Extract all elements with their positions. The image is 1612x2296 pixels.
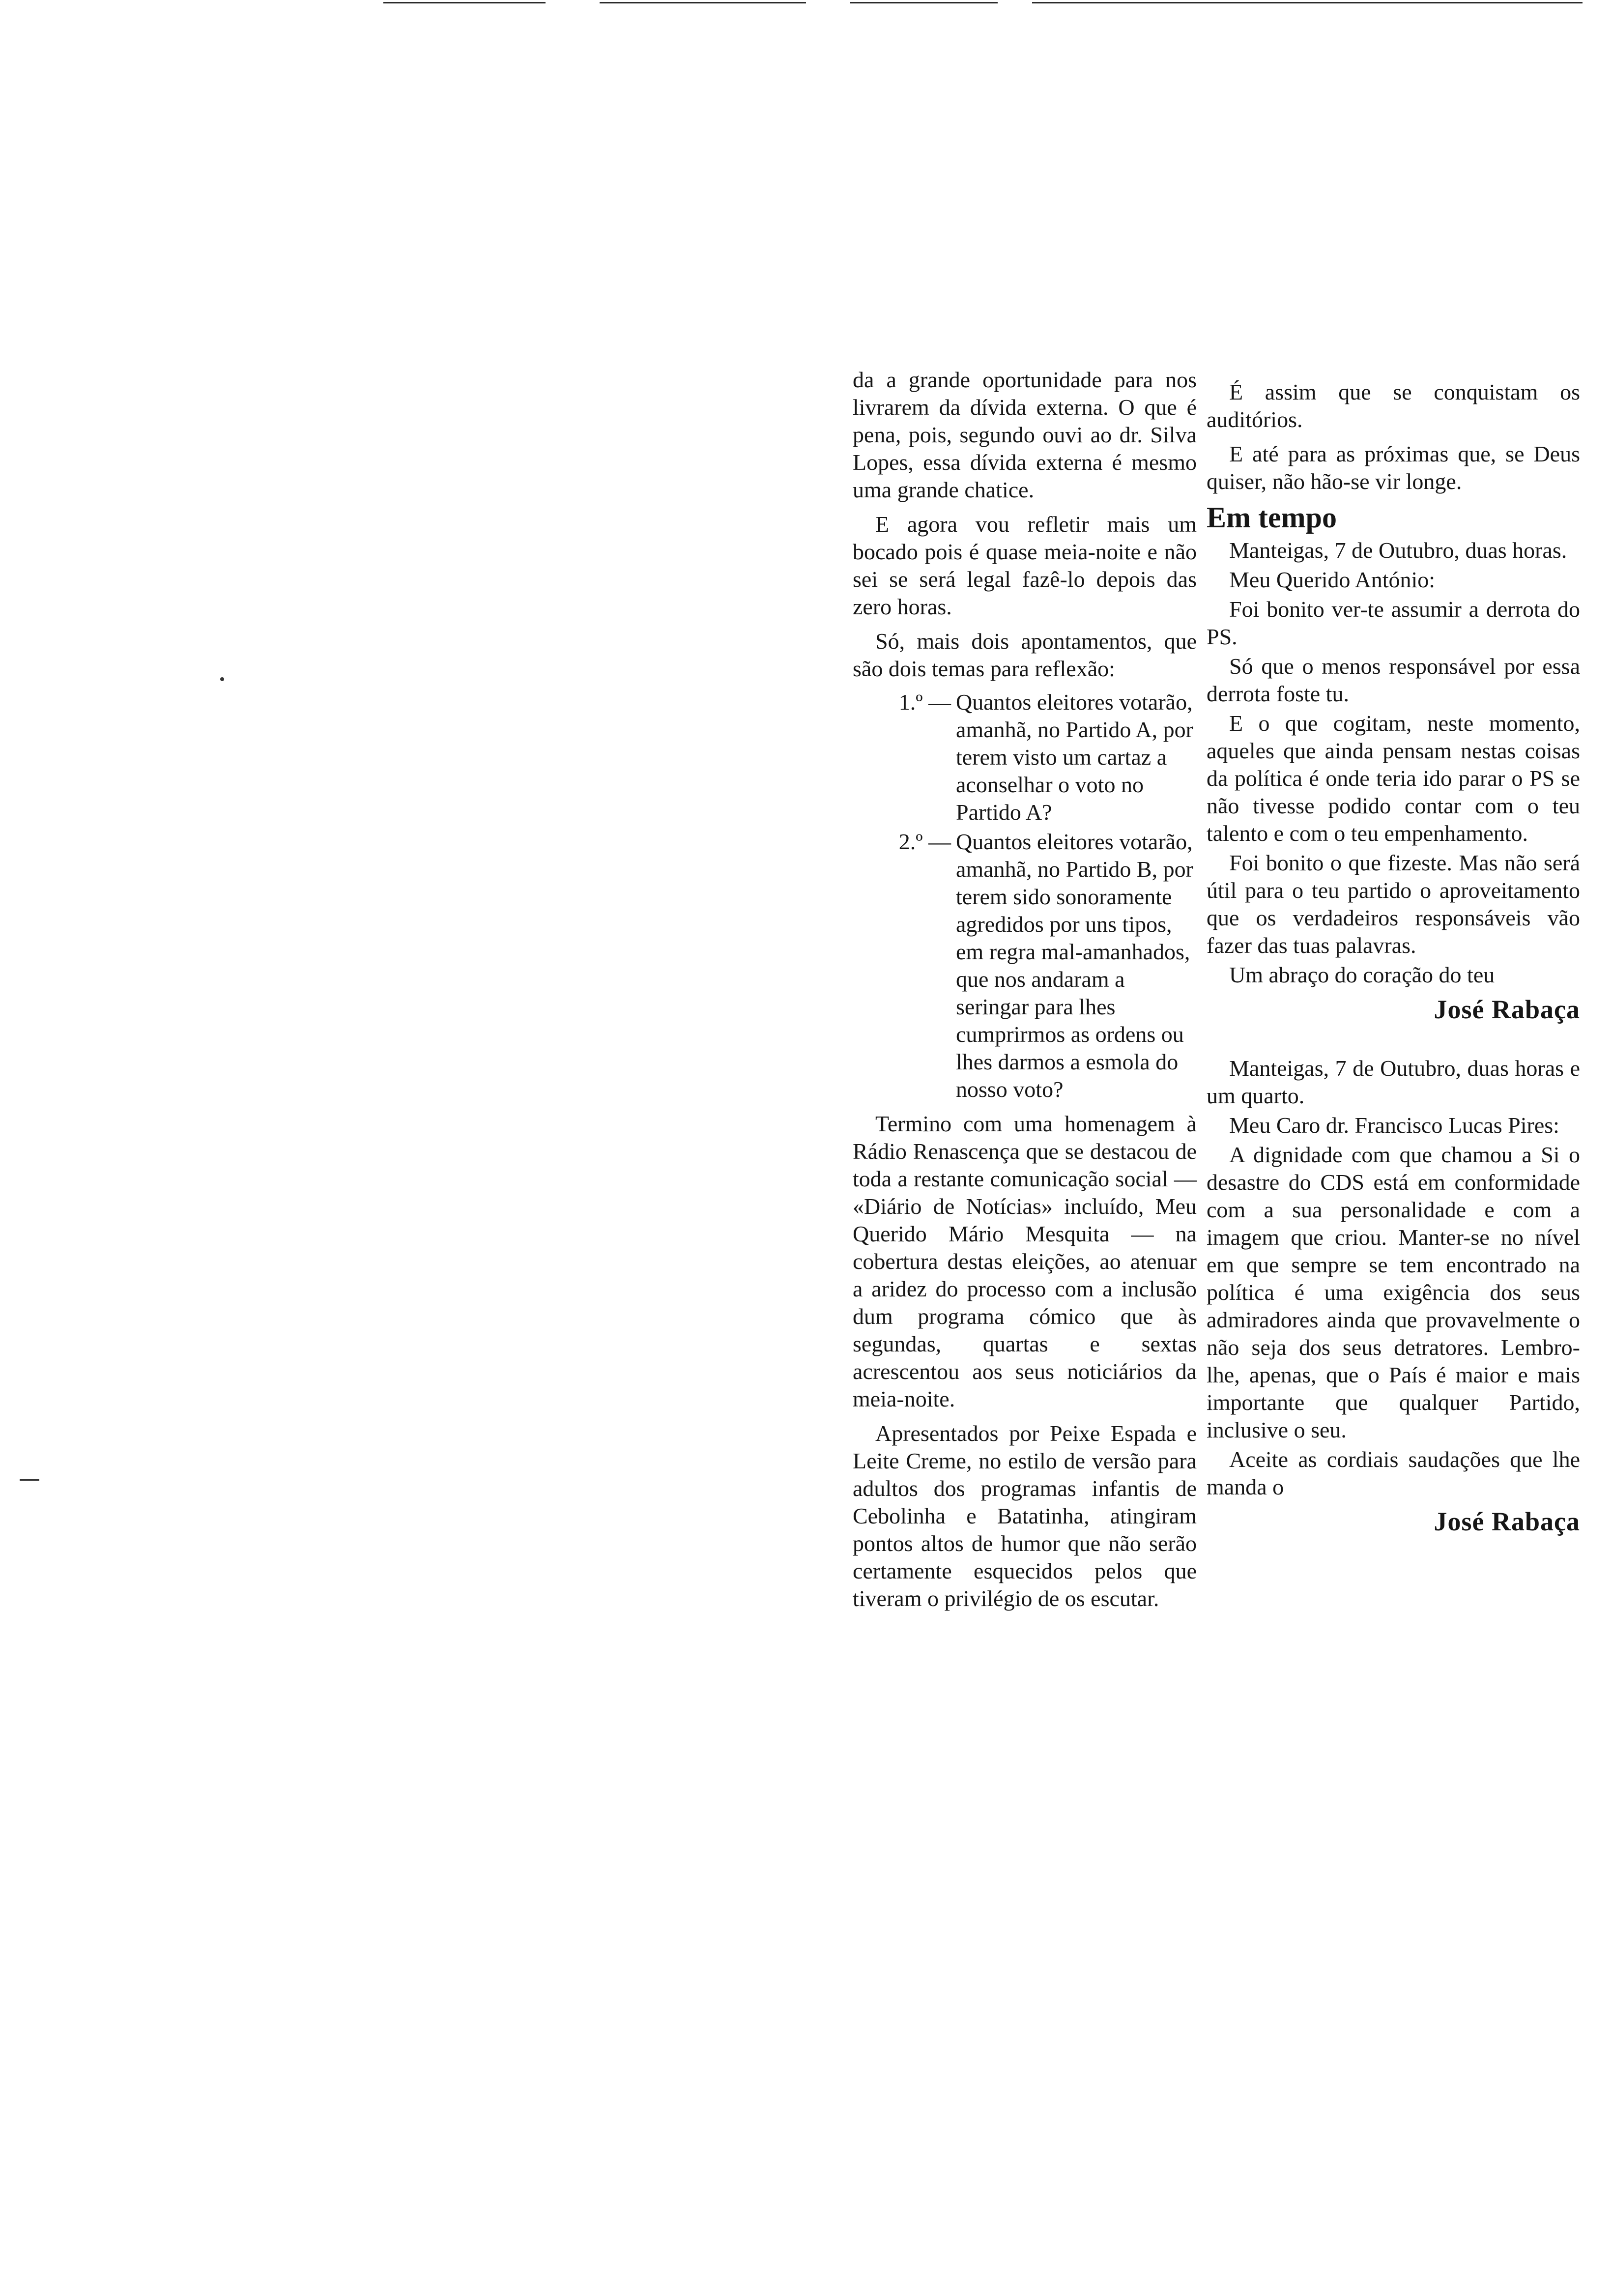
right-paragraph-2: E até para as próximas que, se Deus quiser, não hão-se vir longe. bbox=[1207, 441, 1580, 494]
left-column bbox=[853, 366, 1197, 1612]
list-item bbox=[853, 828, 1197, 1103]
letter-closing: Aceite as cordiais saudações que lhe manda o bbox=[1207, 1447, 1580, 1499]
list-item-text: Quantos eleitores votarão, amanhã, no Partido A, por terem visto um cartaz a aconselhar o voto no Partido A? bbox=[956, 689, 1193, 825]
letter-salutation: Meu Querido António: bbox=[1229, 567, 1436, 592]
top-rule bbox=[383, 2, 546, 3]
section-heading: Em tempo bbox=[1207, 501, 1337, 534]
right-column bbox=[1207, 378, 1580, 1535]
list-item-number: 1.º — bbox=[898, 689, 951, 715]
letter-paragraph: A dignidade com que chamou a Si o desastre do CDS está em conformidade com a sua personalidade e com a imagem que criou. Manter-se no nível em que sempre se tem encontrado na política é uma exigência dos seus admiradores ainda que provavelmente o não seja dos seus detratores. Lembro-lhe, apenas, que o País é maior e mais importante que qualquer Partido, inclusive o seu. bbox=[1207, 1142, 1580, 1442]
letter-salutation: Meu Caro dr. Francisco Lucas Pires: bbox=[1229, 1113, 1559, 1138]
letter-dateline: Manteigas, 7 de Outubro, duas horas e um quarto. bbox=[1207, 1056, 1580, 1108]
top-rule bbox=[600, 2, 806, 3]
letter-paragraph: E o que cogitam, neste momento, aqueles que ainda pensam nestas coisas da política é onde teria ido parar o PS se não tivesse podido contar com o teu talento e com o teu empenhamento. bbox=[1207, 711, 1580, 846]
left-paragraph-3: Só, mais dois apontamentos, que são dois temas para reflexão: bbox=[853, 629, 1197, 681]
reflection-list bbox=[853, 689, 1197, 1103]
list-item bbox=[853, 689, 1197, 826]
signature: José Rabaça bbox=[1434, 1507, 1580, 1536]
left-paragraph-1: da a grande oportunidade para nos livrarem da dívida externa. O que é pena, pois, segundo ouvi ao dr. Silva Lopes, essa dívida externa é mesmo uma grande chatice. bbox=[853, 367, 1197, 502]
letter-paragraph: Foi bonito o que fizeste. Mas não será útil para o teu partido o aproveitamento que os verdadeiros responsáveis vão fazer das tuas palavras. bbox=[1207, 850, 1580, 958]
list-item-text: Quantos eleitores votarão, amanhã, no Partido B, por terem sido sonoramente agredidos por uns tipos, em regra mal-amanhados, que nos andaram a seringar para lhes cumprirmos as ordens ou lhes darmos a esmola do nosso voto? bbox=[956, 829, 1193, 1102]
left-paragraph-2: E agora vou refletir mais um bocado pois é quase meia-noite e não sei se será legal fazê-lo depois das zero horas. bbox=[853, 512, 1197, 619]
letter-closing: Um abraço do coração do teu bbox=[1229, 962, 1495, 987]
list-item-number: 2.º — bbox=[898, 829, 951, 854]
signature: José Rabaça bbox=[1434, 995, 1580, 1024]
letter-lucas-pires bbox=[1207, 1055, 1580, 1535]
left-paragraph-5: Apresentados por Peixe Espada e Leite Creme, no estilo de versão para adultos dos programas infantis de Cebolinha e Batatinha, atingiram pontos altos de humor que não serão certamente esquecidos pelos que tiveram o privilégio de os escutar. bbox=[853, 1421, 1197, 1611]
letter-paragraph: Foi bonito ver-te assumir a derrota do PS. bbox=[1207, 597, 1580, 649]
letter-paragraph: Só que o menos responsável por essa derrota foste tu. bbox=[1207, 654, 1580, 706]
letter-dateline: Manteigas, 7 de Outubro, duas horas. bbox=[1229, 538, 1567, 563]
top-rule bbox=[850, 2, 998, 3]
top-rule bbox=[1032, 2, 1583, 3]
left-paragraph-4: Termino com uma homenagem à Rádio Renascença que se destacou de toda a restante comunicação social — «Diário de Notícias» incluído, Meu Querido Mário Mesquita — na cobertura destas eleições, ao atenuar a aridez do processo com a inclusão dum programa cómico que às segundas, quartas e sextas acrescentou aos seus noticiários da meia-noite. bbox=[853, 1111, 1197, 1411]
scan-speck bbox=[220, 677, 224, 681]
right-paragraph-1: É assim que se conquistam os auditórios. bbox=[1207, 379, 1580, 432]
letter-antonio bbox=[1207, 537, 1580, 1023]
scan-speck bbox=[20, 1479, 39, 1481]
